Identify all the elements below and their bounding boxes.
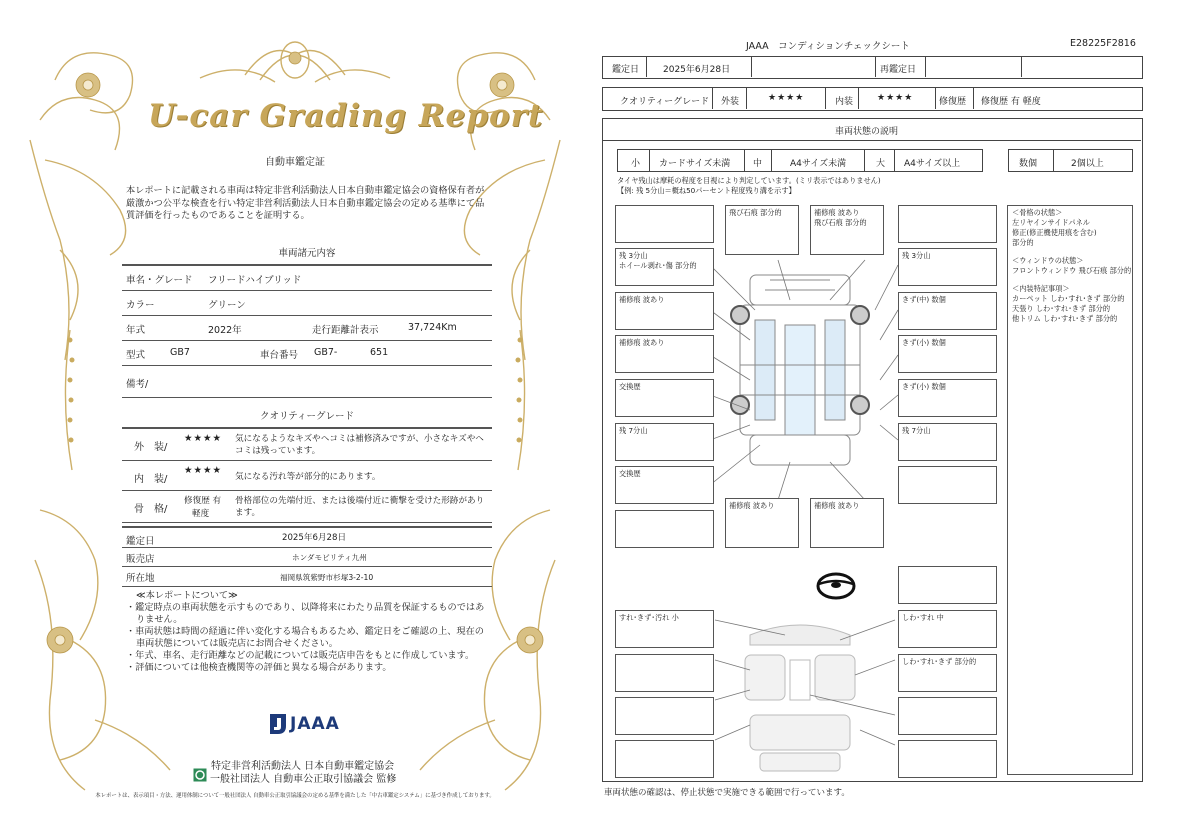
note-item: ・年式、車名、走行距離などの記載については販売店申告をもとに作成しています。 xyxy=(126,650,475,661)
mileage-value: 37,724Km xyxy=(408,322,457,333)
exterior-stars: ★★★★ xyxy=(768,93,805,103)
ext-box-bottom-left: 補修痕 波あり xyxy=(725,498,799,548)
ext-box-left-4: 交換歴 xyxy=(615,379,714,417)
vehicle-section-title: 車両諸元内容 xyxy=(278,248,336,259)
note-item: ・評価については他検査機関等の評価と異なる場合があります。 xyxy=(126,662,392,673)
ext-box-left-5: 残 7分山 xyxy=(615,423,714,461)
date-row xyxy=(602,56,1143,79)
note-item: ・鑑定時点の車両状態を示すものであり、以降将来にわたり品質を保証するものではありません。 xyxy=(126,602,485,625)
count-value: 2個以上 xyxy=(1071,159,1104,169)
color-value: グリーン xyxy=(208,300,246,311)
association-name: 特定非営利活動法人 日本自動車鑑定協会 xyxy=(211,761,395,772)
int-box-left-2 xyxy=(615,654,714,692)
certificate-title: 自動車鑑定証 xyxy=(265,157,325,168)
exterior-stars: ★★★★ xyxy=(184,433,223,444)
color-label: カラー xyxy=(126,300,155,311)
location-value: 福岡県筑紫野市杉塚3-2-10 xyxy=(280,573,374,582)
exterior-label: 外 装/ xyxy=(134,442,168,453)
interior-label: 内装 xyxy=(835,97,854,107)
ext-box-left-2: 補修痕 波あり xyxy=(615,292,714,330)
ext-box-right-5: 残 7分山 xyxy=(898,423,997,461)
appraisal-date-row xyxy=(122,526,492,548)
date-value: 2025年6月28日 xyxy=(282,533,347,543)
steering-wheel-icon xyxy=(816,572,856,602)
condition-check-sheet xyxy=(590,0,1181,835)
repair-label: 修復歴 xyxy=(939,97,967,107)
large-label: 大 xyxy=(876,159,886,169)
note-item: ・車両状態は時間の経過に伴い変化する場合もあるため、鑑定日をご確認の上、現在の車両状態については販売店にお問合せください。 xyxy=(126,626,484,649)
frame-value-2: 軽度 xyxy=(192,509,210,519)
interior-desc: 気になる汚れ等が部分的にあります。 xyxy=(235,472,381,482)
interior-leader-lines xyxy=(710,615,900,765)
dealer-row xyxy=(122,548,492,567)
exterior-label: 外装 xyxy=(721,97,740,107)
repair-value: 修復歴 有 軽度 xyxy=(981,97,1041,107)
model-value: GB7 xyxy=(170,347,190,358)
interior-grade-row xyxy=(122,461,492,491)
small-value: カードサイズ未満 xyxy=(659,159,731,169)
vehicle-year-row xyxy=(122,316,492,341)
ext-box-right-4: きず(小) 数個 xyxy=(898,379,997,417)
appraisal-date-label: 鑑定日 xyxy=(612,65,640,75)
exterior-desc: 気になるようなキズやヘコミは補修済みですが、小さなキズやヘコミは残っています。 xyxy=(235,434,484,456)
mileage-label: 走行距離計表示 xyxy=(312,325,379,336)
frame-title: ＜骨格の状態＞ xyxy=(1012,208,1063,217)
quality-section-title: クオリティーグレード xyxy=(259,411,355,422)
window-title: ＜ウィンドウの状態＞ xyxy=(1012,256,1084,265)
chassis-label: 車台番号 xyxy=(260,350,299,361)
interior-stars: ★★★★ xyxy=(184,465,223,476)
ext-box-bottom-right: 補修痕 波あり xyxy=(810,498,884,548)
interior-stars: ★★★★ xyxy=(877,93,914,103)
frame-desc: 骨格部位の先端付近、または後端付近に衝撃を受けた形跡があります。 xyxy=(235,496,485,518)
frame-value-1: 修復歴 有 xyxy=(184,496,222,506)
ext-box-top-left: 飛び石痕 部分的 xyxy=(725,205,799,255)
dealer-value: ホンダモビリティ九州 xyxy=(292,553,367,562)
dealer-label: 販売店 xyxy=(126,554,155,565)
year-label: 年式 xyxy=(126,325,146,336)
size-legend xyxy=(617,149,983,172)
ext-box-right-0 xyxy=(898,205,997,243)
interior-label: 内 装/ xyxy=(134,474,168,485)
sheet-id: E28225F2816 xyxy=(1070,38,1136,49)
exterior-grade-row xyxy=(122,429,492,461)
ext-box-top-right: 補修痕 波あり 飛び石痕 部分的 xyxy=(810,205,884,255)
ext-box-left-6: 交換歴 xyxy=(615,466,714,504)
intro-text: 本レポートに記載される車両は特定非営利活動法人日本自動車鑑定協会の資格保有者が厳激かつ公平な検査を行い特定非営利活動法人日本自動車鑑定協会の定める基準にて品質評価を行ったものであることを証明する。 xyxy=(126,185,485,221)
supervisor-name: 一般社団法人 自動車公正取引協議会 監修 xyxy=(210,774,397,785)
remarks-label: 備考/ xyxy=(126,379,149,390)
appraisal-date-value: 2025年6月28日 xyxy=(663,65,731,75)
frame-label: 骨 格/ xyxy=(134,504,168,515)
ext-box-right-1: 残 3分山 xyxy=(898,248,997,286)
reappraisal-label: 再鑑定日 xyxy=(880,65,917,75)
location-row xyxy=(122,567,492,587)
condition-title: 車両状態の説明 xyxy=(835,127,899,137)
name-label: 車名・グレード xyxy=(126,275,193,286)
name-value: フリードハイブリッド xyxy=(208,275,302,286)
ext-box-left-7 xyxy=(615,510,714,548)
location-label: 所在地 xyxy=(126,573,155,584)
quality-label: クオリティーグレード xyxy=(620,97,710,107)
report-title: U-car Grading Report xyxy=(148,98,544,134)
vehicle-name-row xyxy=(122,266,492,291)
vehicle-remarks-row xyxy=(122,366,492,398)
interior-title: ＜内装特記事項＞ xyxy=(1012,284,1070,293)
jaaa-logo-text: JAAA xyxy=(290,714,340,734)
ext-box-left-1: 残 3分山 ホイール剥れ･傷 部分的 xyxy=(615,248,714,286)
int-box-right-2: しわ･すれ･きず 部分的 xyxy=(898,654,997,692)
notes-title: ≪本レポートについて≫ xyxy=(136,590,238,601)
fair-trade-seal-icon xyxy=(193,768,207,782)
vehicle-color-row xyxy=(122,291,492,316)
small-label: 小 xyxy=(631,159,641,169)
large-value: A4サイズ以上 xyxy=(904,159,961,169)
chassis-prefix: GB7- xyxy=(314,347,338,358)
quality-row xyxy=(602,87,1143,111)
count-legend xyxy=(1008,149,1133,172)
tire-note-1: タイヤ残山は摩耗の程度を目視により判定しています。(ミリ表示ではありません) xyxy=(617,176,881,185)
grading-report-page xyxy=(0,0,590,835)
ext-box-right-3: きず(小) 数個 xyxy=(898,335,997,373)
frame-grade-row xyxy=(122,491,492,523)
sheet-footer: 車両状態の確認は、停止状態で実施できる範囲で行っています。 xyxy=(604,788,850,798)
count-label: 数個 xyxy=(1019,159,1038,169)
int-box-left-1: すれ･きず･汚れ 小 xyxy=(615,610,714,648)
int-box-left-4 xyxy=(615,740,714,778)
ext-box-right-6 xyxy=(898,466,997,504)
footnote: 本レポートは、表示項目・方法、運用体制について一般社団法人 自動車公正取引協議会の定める基準を満たした「中古車鑑定システム」に基づき作成しております。 xyxy=(95,793,495,799)
tire-note-2: 【例: 残 5分山＝概ね50パーセント程度残り溝を示す】 xyxy=(617,186,796,195)
side-notes-box: ＜骨格の状態＞ 左リヤインサイドパネル 修正(修正機使用痕を含む) 部分的 ＜ウィンドウの状態＞ フロントウィンドウ 飛び石痕 部分的 ＜内装特記事項＞ カーペット しわ･すれ･きず 部分的 天張り しわ･すれ･きず 部分的 他トリム しわ･すれ･きず 部分的 xyxy=(1007,205,1133,775)
vehicle-model-row xyxy=(122,341,492,366)
int-box-right-4 xyxy=(898,740,997,778)
year-value: 2022年 xyxy=(208,325,242,336)
int-box-right-0 xyxy=(898,566,997,604)
chassis-suffix: 651 xyxy=(370,347,389,358)
ext-box-left-0 xyxy=(615,205,714,243)
jaaa-logo-icon xyxy=(268,712,288,736)
int-box-left-3 xyxy=(615,697,714,735)
int-box-right-3 xyxy=(898,697,997,735)
model-label: 型式 xyxy=(126,350,146,361)
sheet-title: JAAA コンディションチェックシート xyxy=(746,41,910,52)
date-label: 鑑定日 xyxy=(126,536,155,547)
ext-box-right-2: きず(中) 数個 xyxy=(898,292,997,330)
ext-box-left-3: 補修痕 波あり xyxy=(615,335,714,373)
medium-label: 中 xyxy=(753,159,763,169)
report-notes xyxy=(122,590,492,674)
int-box-right-1: しわ･すれ 中 xyxy=(898,610,997,648)
medium-value: A4サイズ未満 xyxy=(790,159,847,169)
